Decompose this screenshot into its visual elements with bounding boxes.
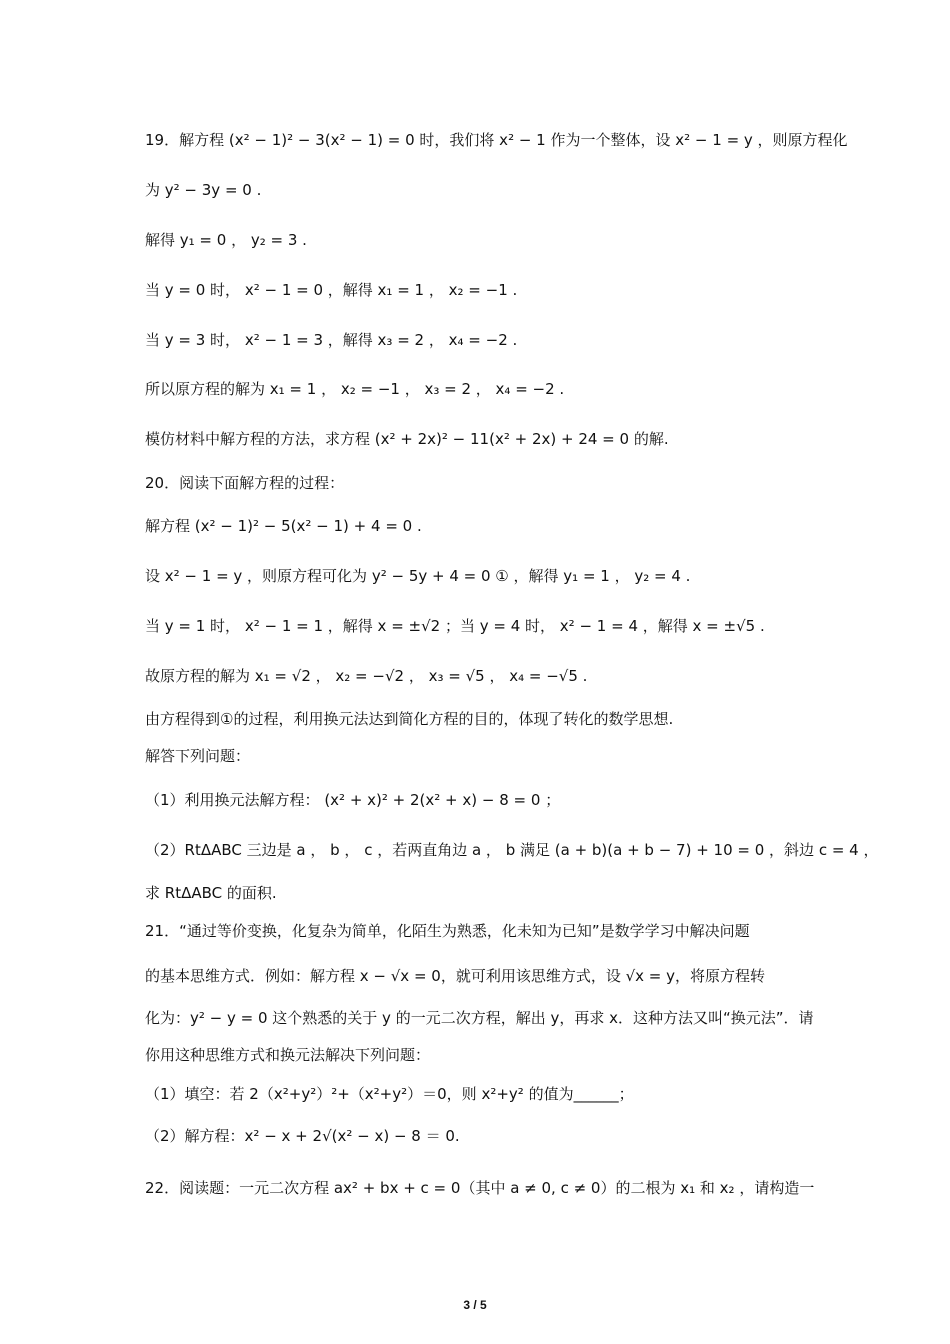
q21-line2: 的基本思维方式．例如：解方程 x − √x = 0，就可利用该思维方式，设 √x = y，将原方程转 (145, 967, 766, 985)
q19-line3: 解得 y₁ = 0 ， y₂ = 3 . (145, 231, 307, 249)
q19-line5: 当 y = 3 时， x² − 1 = 3 ，解得 x₃ = 2 ， x₄ = −2 . (145, 331, 518, 349)
q20-line2: 解方程 (x² − 1)² − 5(x² − 1) + 4 = 0 . (145, 517, 422, 535)
q19-line7: 模仿材料中解方程的方法，求方程 (x² + 2x)² − 11(x² + 2x) + 24 = 0 的解. (145, 430, 669, 448)
q21-line4: 你用这种思维方式和换元法解决下列问题： (145, 1046, 431, 1064)
q20-line10: 求 RtΔABC 的面积. (145, 884, 277, 902)
q19-line4: 当 y = 0 时， x² − 1 = 0 ，解得 x₁ = 1 ， x₂ = −1 . (145, 281, 518, 299)
q20-line6: 由方程得到①的过程，利用换元法达到简化方程的目的，体现了转化的数学思想. (145, 710, 674, 728)
q21-line3: 化为：y² − y = 0 这个熟悉的关于 y 的一元二次方程，解出 y，再求 x．这种方法又叫“换元法”．请 (145, 1009, 814, 1027)
page-number: 3 / 5 (463, 1298, 487, 1312)
q22-line1: 22．阅读题：一元二次方程 ax² + bx + c = 0（其中 a ≠ 0, c ≠ 0）的二根为 x₁ 和 x₂ ，请构造一 (145, 1179, 815, 1197)
q19-line6: 所以原方程的解为 x₁ = 1 ， x₂ = −1 ， x₃ = 2 ， x₄ = −2 . (145, 380, 565, 398)
q20-line5: 故原方程的解为 x₁ = √2 ， x₂ = −√2 ， x₃ = √5 ， x₄ = −√5 . (145, 667, 588, 685)
q20-line8: （1）利用换元法解方程： (x² + x)² + 2(x² + x) − 8 = 0 ； (145, 791, 561, 809)
q20-line1: 20．阅读下面解方程的过程： (145, 474, 345, 492)
q21-line6: （2）解方程：x² − x + 2√(x² − x) − 8 ＝ 0. (145, 1127, 460, 1145)
q21-line1: 21．“通过等价变换，化复杂为简单，化陌生为熟悉，化未知为已知”是数学学习中解决问题 (145, 922, 750, 940)
q20-line9: （2）RtΔABC 三边是 a ， b ， c ，若两直角边 a ， b 满足 (a + b)(a + b − 7) + 10 = 0 ，斜边 c = 4 ， (145, 841, 879, 859)
q19-line2: 为 y² − 3y = 0 . (145, 181, 262, 199)
q20-line3: 设 x² − 1 = y ，则原方程可化为 y² − 5y + 4 = 0 ① ，解得 y₁ = 1 ， y₂ = 4 . (145, 567, 691, 585)
q21-line5: （1）填空：若 2（x²+y²）²+（x²+y²）＝0，则 x²+y² 的值为______； (145, 1085, 634, 1103)
q19-line1: 19．解方程 (x² − 1)² − 3(x² − 1) = 0 时，我们将 x² − 1 作为一个整体，设 x² − 1 = y ，则原方程化 (145, 131, 848, 149)
q20-line4: 当 y = 1 时， x² − 1 = 1 ，解得 x = ±√2 ；当 y = 4 时， x² − 1 = 4 ，解得 x = ±√5 . (145, 617, 765, 635)
q20-line7: 解答下列问题： (145, 747, 251, 765)
